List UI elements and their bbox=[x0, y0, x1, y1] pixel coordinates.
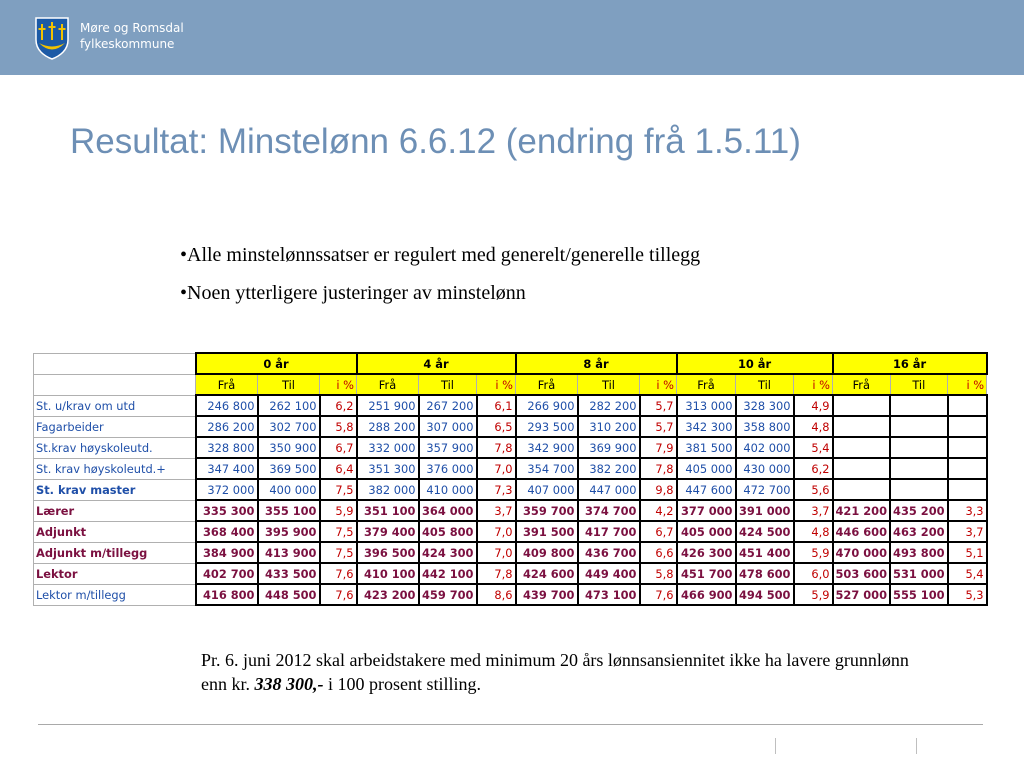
corner-cell bbox=[34, 353, 196, 374]
value-cell: 372 000 bbox=[196, 479, 258, 500]
percent-cell bbox=[948, 479, 987, 500]
subheader-cell: i % bbox=[794, 374, 833, 395]
subheader-cell: Frå bbox=[677, 374, 736, 395]
value-cell: 251 900 bbox=[357, 395, 419, 416]
value-cell: 307 000 bbox=[419, 416, 477, 437]
note-text: Pr. 6. juni 2012 skal arbeidstakere med minimum 20 års lønnsansiennitet ikke ha lavere grunnlønn enn kr. bbox=[201, 650, 909, 694]
value-cell bbox=[833, 437, 891, 458]
value-cell: 459 700 bbox=[419, 584, 477, 605]
table-row bbox=[34, 542, 987, 563]
value-cell: 473 100 bbox=[578, 584, 640, 605]
group-header: 4 år bbox=[357, 353, 516, 374]
percent-cell: 5,1 bbox=[948, 542, 987, 563]
subheader-cell: Til bbox=[890, 374, 948, 395]
percent-cell: 7,0 bbox=[477, 542, 516, 563]
value-cell: 266 900 bbox=[516, 395, 578, 416]
group-header: 16 år bbox=[833, 353, 987, 374]
subheader-cell: i % bbox=[477, 374, 516, 395]
percent-cell: 4,8 bbox=[794, 416, 833, 437]
value-cell bbox=[833, 395, 891, 416]
percent-cell: 5,9 bbox=[794, 542, 833, 563]
value-cell: 410 000 bbox=[419, 479, 477, 500]
value-cell: 503 600 bbox=[833, 563, 891, 584]
value-cell: 246 800 bbox=[196, 395, 258, 416]
value-cell: 436 700 bbox=[578, 542, 640, 563]
percent-cell bbox=[948, 458, 987, 479]
value-cell: 413 900 bbox=[258, 542, 320, 563]
value-cell: 424 600 bbox=[516, 563, 578, 584]
percent-cell: 7,6 bbox=[320, 563, 357, 584]
value-cell: 555 100 bbox=[890, 584, 948, 605]
value-cell bbox=[890, 416, 948, 437]
percent-cell bbox=[948, 416, 987, 437]
org-name-line1: Møre og Romsdal bbox=[80, 21, 184, 35]
value-cell: 463 200 bbox=[890, 521, 948, 542]
footer-divider bbox=[38, 724, 983, 725]
value-cell: 357 900 bbox=[419, 437, 477, 458]
value-cell bbox=[890, 479, 948, 500]
subheader-cell: Til bbox=[578, 374, 640, 395]
value-cell: 288 200 bbox=[357, 416, 419, 437]
percent-cell: 5,9 bbox=[794, 584, 833, 605]
table-row bbox=[34, 521, 987, 542]
value-cell: 451 400 bbox=[736, 542, 794, 563]
note-amount: 338 300,- bbox=[254, 674, 324, 694]
row-label: Lærer bbox=[34, 500, 196, 521]
value-cell: 527 000 bbox=[833, 584, 891, 605]
header-bar bbox=[0, 0, 1024, 75]
note-paragraph bbox=[201, 648, 921, 696]
percent-cell: 6,7 bbox=[320, 437, 357, 458]
percent-cell: 5,6 bbox=[794, 479, 833, 500]
group-header: 0 år bbox=[196, 353, 357, 374]
value-cell: 310 200 bbox=[578, 416, 640, 437]
value-cell: 494 500 bbox=[736, 584, 794, 605]
value-cell: 424 300 bbox=[419, 542, 477, 563]
value-cell: 347 400 bbox=[196, 458, 258, 479]
value-cell: 354 700 bbox=[516, 458, 578, 479]
value-cell: 382 000 bbox=[357, 479, 419, 500]
percent-cell: 6,7 bbox=[640, 521, 677, 542]
value-cell: 493 800 bbox=[890, 542, 948, 563]
value-cell bbox=[890, 458, 948, 479]
percent-cell: 5,8 bbox=[640, 563, 677, 584]
subheader-cell: Frå bbox=[196, 374, 258, 395]
row-label: St. u/krav om utd bbox=[34, 395, 196, 416]
subheader-cell: i % bbox=[640, 374, 677, 395]
value-cell: 391 000 bbox=[736, 500, 794, 521]
value-cell: 421 200 bbox=[833, 500, 891, 521]
value-cell: 376 000 bbox=[419, 458, 477, 479]
value-cell bbox=[890, 395, 948, 416]
value-cell bbox=[890, 437, 948, 458]
value-cell: 377 000 bbox=[677, 500, 736, 521]
table-row bbox=[34, 563, 987, 584]
value-cell: 381 500 bbox=[677, 437, 736, 458]
value-cell: 448 500 bbox=[258, 584, 320, 605]
value-cell: 379 400 bbox=[357, 521, 419, 542]
minimum-wage-table bbox=[33, 352, 988, 606]
value-cell: 342 900 bbox=[516, 437, 578, 458]
organization-name bbox=[80, 20, 184, 52]
value-cell: 384 900 bbox=[196, 542, 258, 563]
footer-separator bbox=[916, 738, 917, 754]
percent-cell: 7,8 bbox=[640, 458, 677, 479]
value-cell: 262 100 bbox=[258, 395, 320, 416]
value-cell: 442 100 bbox=[419, 563, 477, 584]
value-cell: 400 000 bbox=[258, 479, 320, 500]
value-cell: 409 800 bbox=[516, 542, 578, 563]
row-label: Lektor m/tillegg bbox=[34, 584, 196, 605]
value-cell: 332 000 bbox=[357, 437, 419, 458]
value-cell: 286 200 bbox=[196, 416, 258, 437]
percent-cell: 7,8 bbox=[477, 437, 516, 458]
value-cell: 423 200 bbox=[357, 584, 419, 605]
subheader-cell: Frå bbox=[833, 374, 891, 395]
subheader-cell: Til bbox=[736, 374, 794, 395]
value-cell: 402 700 bbox=[196, 563, 258, 584]
value-cell: 382 200 bbox=[578, 458, 640, 479]
value-cell: 449 400 bbox=[578, 563, 640, 584]
percent-cell: 6,4 bbox=[320, 458, 357, 479]
percent-cell: 7,0 bbox=[477, 458, 516, 479]
value-cell bbox=[833, 479, 891, 500]
value-cell: 293 500 bbox=[516, 416, 578, 437]
subheader-cell: Frå bbox=[516, 374, 578, 395]
percent-cell: 6,5 bbox=[477, 416, 516, 437]
value-cell: 447 600 bbox=[677, 479, 736, 500]
percent-cell: 5,7 bbox=[640, 395, 677, 416]
value-cell: 405 000 bbox=[677, 521, 736, 542]
value-cell: 350 900 bbox=[258, 437, 320, 458]
value-cell: 402 000 bbox=[736, 437, 794, 458]
value-cell: 369 900 bbox=[578, 437, 640, 458]
subheader-cell: Frå bbox=[357, 374, 419, 395]
value-cell: 424 500 bbox=[736, 521, 794, 542]
value-cell: 351 300 bbox=[357, 458, 419, 479]
value-cell: 391 500 bbox=[516, 521, 578, 542]
percent-cell: 7,5 bbox=[320, 479, 357, 500]
percent-cell: 3,3 bbox=[948, 500, 987, 521]
value-cell: 355 100 bbox=[258, 500, 320, 521]
group-header: 10 år bbox=[677, 353, 833, 374]
percent-cell: 4,9 bbox=[794, 395, 833, 416]
percent-cell: 3,7 bbox=[794, 500, 833, 521]
table-header-row bbox=[34, 353, 987, 374]
row-label: Adjunkt m/tillegg bbox=[34, 542, 196, 563]
percent-cell: 4,2 bbox=[640, 500, 677, 521]
value-cell: 335 300 bbox=[196, 500, 258, 521]
value-cell bbox=[833, 458, 891, 479]
percent-cell: 6,1 bbox=[477, 395, 516, 416]
value-cell: 364 000 bbox=[419, 500, 477, 521]
percent-cell: 5,9 bbox=[320, 500, 357, 521]
value-cell: 446 600 bbox=[833, 521, 891, 542]
table-row bbox=[34, 458, 987, 479]
note-text-end: i 100 prosent stilling. bbox=[323, 674, 481, 694]
value-cell: 359 700 bbox=[516, 500, 578, 521]
percent-cell: 6,6 bbox=[640, 542, 677, 563]
percent-cell: 3,7 bbox=[948, 521, 987, 542]
group-header: 8 år bbox=[516, 353, 677, 374]
value-cell: 374 700 bbox=[578, 500, 640, 521]
value-cell: 447 000 bbox=[578, 479, 640, 500]
percent-cell: 4,8 bbox=[794, 521, 833, 542]
bullet-list bbox=[180, 244, 700, 320]
row-label: St. krav høyskoleutd.+ bbox=[34, 458, 196, 479]
percent-cell: 7,8 bbox=[477, 563, 516, 584]
percent-cell: 6,2 bbox=[794, 458, 833, 479]
table-subheader-row bbox=[34, 374, 987, 395]
table-row bbox=[34, 416, 987, 437]
percent-cell: 7,5 bbox=[320, 521, 357, 542]
percent-cell: 5,4 bbox=[948, 563, 987, 584]
value-cell: 328 800 bbox=[196, 437, 258, 458]
percent-cell: 7,9 bbox=[640, 437, 677, 458]
value-cell: 313 000 bbox=[677, 395, 736, 416]
percent-cell: 5,4 bbox=[794, 437, 833, 458]
value-cell: 470 000 bbox=[833, 542, 891, 563]
value-cell: 351 100 bbox=[357, 500, 419, 521]
percent-cell: 7,5 bbox=[320, 542, 357, 563]
bullet-item: •Alle minstelønnssatser er regulert med generelt/generelle tillegg bbox=[180, 244, 701, 266]
percent-cell: 3,7 bbox=[477, 500, 516, 521]
percent-cell: 7,6 bbox=[320, 584, 357, 605]
value-cell: 433 500 bbox=[258, 563, 320, 584]
percent-cell: 5,3 bbox=[948, 584, 987, 605]
value-cell: 430 000 bbox=[736, 458, 794, 479]
county-shield-logo-icon bbox=[34, 16, 70, 60]
value-cell: 407 000 bbox=[516, 479, 578, 500]
value-cell: 396 500 bbox=[357, 542, 419, 563]
percent-cell: 8,6 bbox=[477, 584, 516, 605]
value-cell: 302 700 bbox=[258, 416, 320, 437]
value-cell: 416 800 bbox=[196, 584, 258, 605]
value-cell: 435 200 bbox=[890, 500, 948, 521]
footer-separator bbox=[775, 738, 776, 754]
value-cell: 282 200 bbox=[578, 395, 640, 416]
percent-cell: 6,2 bbox=[320, 395, 357, 416]
value-cell: 369 500 bbox=[258, 458, 320, 479]
value-cell: 328 300 bbox=[736, 395, 794, 416]
value-cell: 417 700 bbox=[578, 521, 640, 542]
slide-title: Resultat: Minstelønn 6.6.12 (endring frå 1.5.11) bbox=[70, 122, 801, 161]
row-label: Fagarbeider bbox=[34, 416, 196, 437]
row-label: Lektor bbox=[34, 563, 196, 584]
table-row bbox=[34, 479, 987, 500]
value-cell bbox=[833, 416, 891, 437]
value-cell: 405 800 bbox=[419, 521, 477, 542]
value-cell: 466 900 bbox=[677, 584, 736, 605]
row-label: Adjunkt bbox=[34, 521, 196, 542]
value-cell: 410 100 bbox=[357, 563, 419, 584]
value-cell: 531 000 bbox=[890, 563, 948, 584]
percent-cell bbox=[948, 437, 987, 458]
value-cell: 368 400 bbox=[196, 521, 258, 542]
table-row bbox=[34, 437, 987, 458]
subheader-cell: Til bbox=[419, 374, 477, 395]
percent-cell: 7,3 bbox=[477, 479, 516, 500]
row-label: St.krav høyskoleutd. bbox=[34, 437, 196, 458]
percent-cell: 5,8 bbox=[320, 416, 357, 437]
subheader-cell: i % bbox=[948, 374, 987, 395]
value-cell: 395 900 bbox=[258, 521, 320, 542]
percent-cell: 5,7 bbox=[640, 416, 677, 437]
table-row bbox=[34, 584, 987, 605]
value-cell: 267 200 bbox=[419, 395, 477, 416]
subheader-cell: i % bbox=[320, 374, 357, 395]
value-cell: 478 600 bbox=[736, 563, 794, 584]
bullet-item: •Noen ytterligere justeringer av minstelønn bbox=[180, 282, 526, 304]
percent-cell: 9,8 bbox=[640, 479, 677, 500]
value-cell: 405 000 bbox=[677, 458, 736, 479]
value-cell: 451 700 bbox=[677, 563, 736, 584]
percent-cell: 6,0 bbox=[794, 563, 833, 584]
value-cell: 472 700 bbox=[736, 479, 794, 500]
table-row bbox=[34, 395, 987, 416]
value-cell: 439 700 bbox=[516, 584, 578, 605]
percent-cell: 7,0 bbox=[477, 521, 516, 542]
org-name-line2: fylkeskommune bbox=[80, 37, 175, 51]
value-cell: 426 300 bbox=[677, 542, 736, 563]
corner-cell bbox=[34, 374, 196, 395]
subheader-cell: Til bbox=[258, 374, 320, 395]
table-row bbox=[34, 500, 987, 521]
value-cell: 358 800 bbox=[736, 416, 794, 437]
row-label: St. krav master bbox=[34, 479, 196, 500]
percent-cell: 7,6 bbox=[640, 584, 677, 605]
value-cell: 342 300 bbox=[677, 416, 736, 437]
percent-cell bbox=[948, 395, 987, 416]
